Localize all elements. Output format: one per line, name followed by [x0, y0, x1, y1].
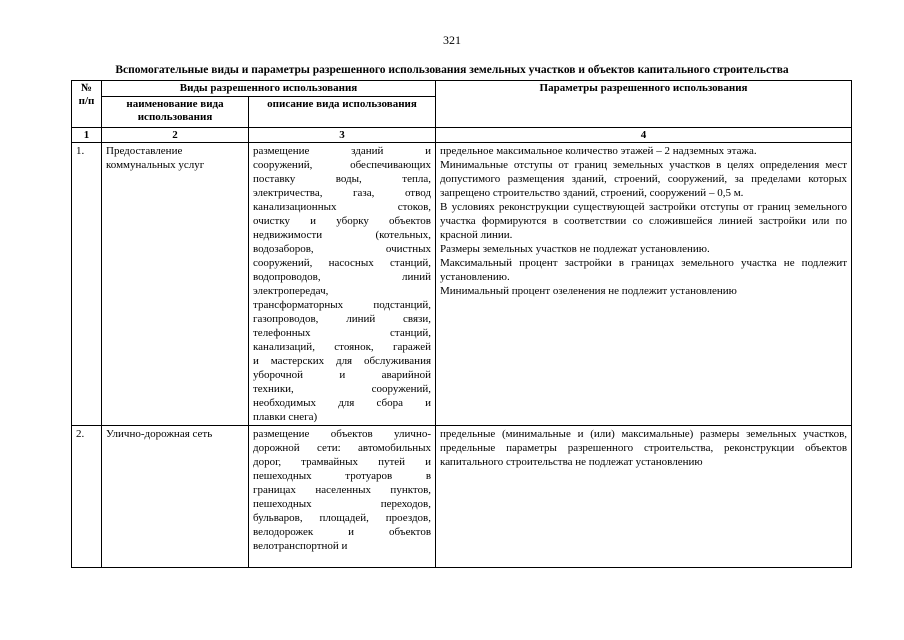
description-line: сооружений, насосных станций, — [253, 257, 432, 269]
description-line: плавки снега) — [253, 411, 318, 423]
page-number: 321 — [443, 33, 461, 47]
description-line: электричества, газа, отвод — [253, 187, 432, 199]
row-number: 1. — [72, 143, 102, 426]
description-line: техники, сооружений, — [253, 383, 432, 395]
header-params: Параметры разрешенного использования — [436, 81, 852, 128]
description-line: необходимых для сбора и — [253, 397, 432, 409]
row-number: 2. — [72, 426, 102, 568]
row-params — [436, 143, 852, 426]
table-row — [72, 143, 852, 426]
description-line: уборочной и аварийной — [253, 369, 432, 381]
description-line: размещение зданий и — [253, 145, 432, 157]
header-row-1 — [72, 81, 852, 97]
description-line: газопроводов, линий связи, — [253, 313, 432, 325]
row-params — [436, 426, 852, 568]
table-row — [72, 426, 852, 568]
param-paragraph: В условиях реконструкции существующей застройки отступы от границ земельного участка формируются в соответствии со сложившейся линией застройки или по красной линии. — [440, 201, 848, 241]
description-line: велодорожек и объектов — [253, 526, 432, 538]
description-line: дорожной сети: автомобильных — [253, 442, 432, 454]
description-line: водопроводов, линий — [253, 271, 432, 283]
description-line: велотранспортной и — [253, 540, 348, 552]
description-line: трансформаторных подстанций, — [253, 299, 432, 311]
description-line: недвижимости (котельных, — [253, 229, 432, 241]
header-desc: описание вида использования — [249, 97, 436, 128]
column-number: 2 — [102, 128, 249, 143]
row-description — [249, 143, 436, 426]
description-line: водозаборов, очистных — [253, 243, 432, 255]
param-paragraph: Максимальный процент застройки в границах земельного участка не подлежит установлению. — [440, 257, 848, 283]
description-line: сооружений, обеспечивающих — [253, 159, 432, 171]
description-line: пешеходных переходов, — [253, 498, 432, 510]
header-name: наименование вида использования — [102, 97, 249, 128]
description-line: бульваров, площадей, проездов, — [253, 512, 432, 524]
description-line: размещение объектов улично- — [253, 428, 432, 440]
table-title: Вспомогательные виды и параметры разрешенного использования земельных участков и объектов капитального строительства — [115, 64, 789, 76]
column-number-row — [72, 128, 852, 143]
param-paragraph: Минимальные отступы от границ земельных участков в целях определения мест допустимого размещения зданий, строений, сооружений, за пределами которых запрещено строительство зданий, строений, сооружений – 0,5 м. — [440, 159, 848, 199]
param-paragraph: предельные (минимальные и (или) максимальные) размеры земельных участков, предельные параметры разрешенного строительства, реконструкции объектов капитального строительства не подлежат установлению — [440, 428, 848, 468]
description-line: канализационных стоков, — [253, 201, 432, 213]
row-name: Улично-дорожная сеть — [102, 426, 249, 568]
header-types-group: Виды разрешенного использования — [102, 81, 436, 97]
description-line: пешеходных тротуаров в — [253, 470, 432, 482]
description-line: и мастерских для обслуживания — [253, 355, 432, 367]
column-number: 3 — [249, 128, 436, 143]
land-use-table — [71, 80, 852, 568]
param-paragraph: Минимальный процент озеленения не подлежит установлению — [440, 285, 737, 297]
description-line: поставку воды, тепла, — [253, 173, 432, 185]
description-line: дорог, трамвайных путей и — [253, 456, 432, 468]
description-line: телефонных станций, — [253, 327, 432, 339]
param-paragraph: Размеры земельных участков не подлежат установлению. — [440, 243, 710, 255]
param-paragraph: предельное максимальное количество этажей – 2 надземных этажа. — [440, 145, 757, 157]
row-description-text — [253, 427, 431, 566]
description-line: электропередач, — [253, 285, 329, 297]
header-num: № п/п — [72, 81, 102, 128]
column-number: 4 — [436, 128, 852, 143]
description-line: канализаций, стоянок, гаражей — [253, 341, 432, 353]
column-number: 1 — [72, 128, 102, 143]
row-name: Предоставление коммунальных услуг — [102, 143, 249, 426]
row-description — [249, 426, 436, 568]
description-line: очистку и уборку объектов — [253, 215, 432, 227]
description-line: границах населенных пунктов, — [253, 484, 432, 496]
